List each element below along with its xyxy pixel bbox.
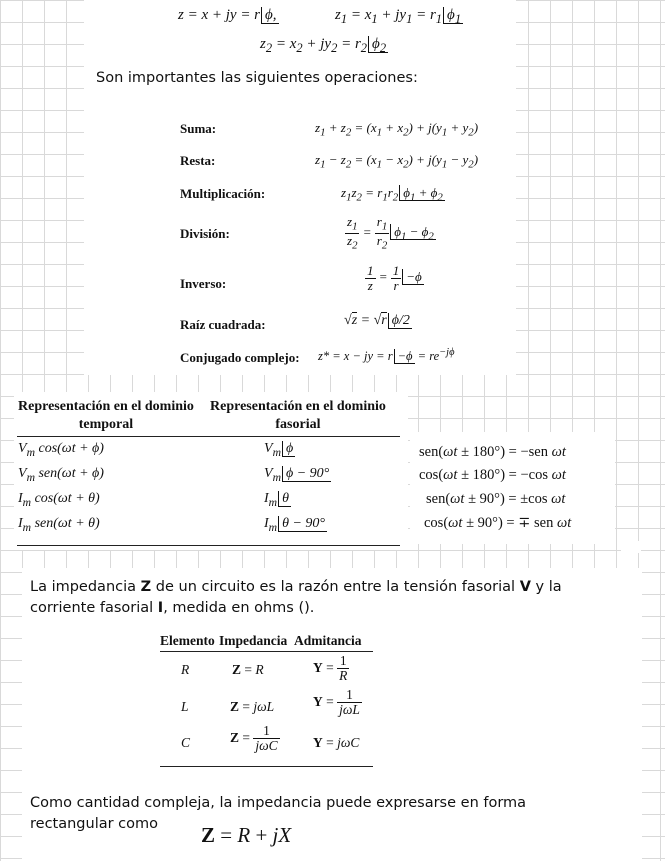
phasor-table-rule-bottom (17, 545, 400, 546)
op-formula-inverso: $\frac{1}{z}$ = $\frac{1}{r}$ −ϕ (367, 263, 422, 293)
impedance-table-rule-top (160, 651, 373, 652)
closing-text-line2: rectangular como (30, 816, 159, 832)
identity-3: sen(ωt ± 90°) = ±cos ωt (426, 491, 566, 507)
identity-1: sen(ωt ± 180°) = −sen ωt (419, 444, 566, 460)
identity-2: cos(ωt ± 180°) = −cos ωt (419, 467, 566, 483)
op-formula-raiz: √z = √r ϕ/2 (344, 313, 410, 328)
phasor-row-1-time: $V_m$ cos(ωt + ϕ) (18, 441, 104, 459)
impedance-row-L-admittance: Y = $\frac{1}{\text{jωL}}$ (313, 687, 360, 718)
impedance-row-C-admittance: Y = jωC (313, 735, 360, 750)
impedance-text-line2: corriente fasorial I, medida en ohms (). (30, 600, 315, 616)
impedance-row-C-element: C (181, 735, 191, 750)
phasor-row-3-time: $I_m$ cos(ωt + θ) (18, 491, 100, 509)
phasor-table-rule-top (17, 436, 400, 437)
impedance-header-admitancia: Admitancia (294, 633, 362, 648)
impedance-row-L-impedance: Z = jωL (230, 699, 275, 714)
identities-panel-tab (621, 541, 641, 553)
op-formula-suma: $z_1 + z_2 = (x_1 + x_2) + j(y_1 + y_2)$ (315, 120, 479, 139)
identity-4: cos(ωt ± 90°) = ∓ sen ωt (424, 515, 572, 531)
closing-formula: Z = R + jX (201, 823, 292, 847)
op-label-conjugado: Conjugado complejo: (180, 350, 300, 365)
op-formula-conjugado: z* = x − jy = $r -\phi = re^{-j\phi}$ (318, 347, 455, 364)
impedance-row-R-element: R (181, 662, 190, 677)
op-formula-division: $\frac{z_1}{z_2}$ = $\frac{r_1}{r_2}$ $\phi_1 - \phi_2$ (347, 214, 434, 252)
impedance-header-impedancia: Impedancia (219, 633, 288, 648)
op-label-suma: Suma: (180, 121, 217, 136)
op-formula-resta: $z_1 - z_2 = (x_1 - x_2) + j(y_1 - y_2)$ (315, 152, 479, 171)
op-label-inverso: Inverso: (180, 276, 227, 291)
operations-panel (84, 0, 516, 375)
op-label-resta: Resta: (180, 153, 216, 168)
impedance-row-R-admittance: Y = $\frac{1}{R}$ (313, 653, 348, 684)
phasor-row-1-phasor: $V_m$ ϕ (264, 441, 294, 459)
closing-text-line1: Como cantidad compleja, la impedancia puede expresarse en forma (30, 795, 527, 811)
op-label-multiplicacion: Multiplicación: (180, 186, 266, 201)
impedance-header-elemento: Elemento (160, 633, 215, 648)
op-formula-multiplicacion: $z_1z_2 = r_1r_2$ $\phi_1 + \phi_2$ (341, 185, 443, 204)
phasor-header-fasorial: Representación en el dominio fasorial (210, 399, 386, 432)
impedance-table-rule-bottom (160, 766, 373, 767)
impedance-text-line1: La impedancia Z de un circuito es la razón entre la tensión fasorial V y la (30, 579, 562, 595)
impedance-row-L-element: L (181, 699, 189, 714)
impedance-row-C-impedance: Z = $\frac{1}{\text{jωC}}$ (230, 723, 278, 754)
phasor-row-4-phasor: $I_m$ θ − 90° (264, 516, 326, 534)
op-label-division: División: (180, 226, 230, 241)
phasor-row-2-time: $V_m$ sen(ωt + ϕ) (18, 466, 104, 484)
phasor-header-temporal: Representación en el dominio temporal (18, 399, 194, 432)
operations-intro: Son importantes las siguientes operaciones: (96, 70, 418, 86)
phasor-row-2-phasor: $V_m$ ϕ − 90° (264, 466, 330, 484)
phasor-row-3-phasor: $I_m$ θ (264, 491, 289, 509)
impedance-row-R-impedance: Z = R (232, 662, 264, 677)
op-label-raiz: Raíz cuadrada: (180, 317, 266, 332)
equation-z2: $z_2 = x_2 + jy_2 = r_2$ $\phi_2$ (260, 36, 387, 55)
equation-z: z = x + jy = r ϕ, (178, 7, 277, 23)
phasor-row-4-time: $I_m$ sen(ωt + θ) (18, 516, 100, 534)
equation-z1: $z_1 = x_1 + jy_1 = r_1$ $\phi_1$ (335, 7, 462, 26)
